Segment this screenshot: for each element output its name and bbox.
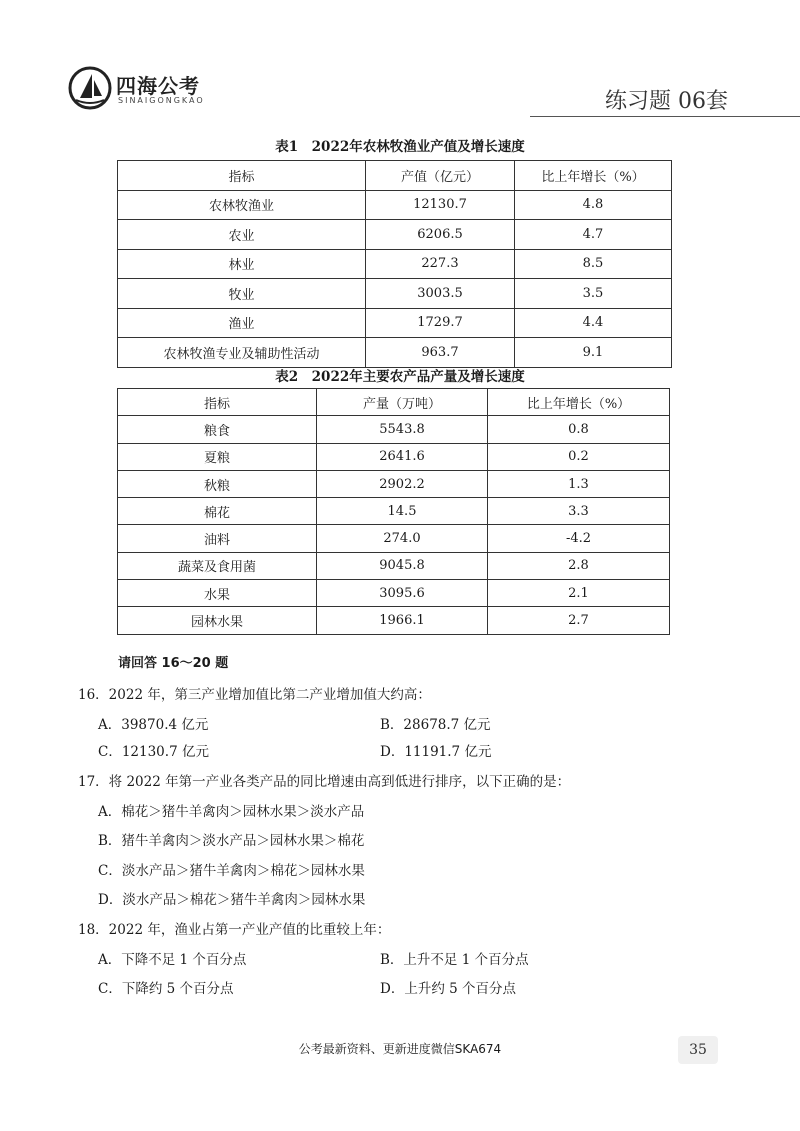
- table-row: [118, 416, 670, 443]
- page-number: 35: [678, 1036, 718, 1064]
- table-cell: -4.2: [488, 525, 670, 552]
- question-16-option-d[interactable]: D．11191.7 亿元: [380, 744, 492, 760]
- table-row: [118, 552, 670, 579]
- table1: [117, 160, 672, 368]
- question-17-option-c[interactable]: C．淡水产品＞猪牛羊禽肉＞棉花＞园林水果: [98, 863, 365, 879]
- table-cell: 2902.2: [317, 470, 488, 497]
- table-cell: 秋粮: [118, 470, 317, 497]
- question-prompt: 请回答 16～20 题: [118, 656, 229, 671]
- table-cell: 农林牧渔专业及辅助性活动: [118, 338, 366, 368]
- table-row: [118, 308, 672, 338]
- question-16-option-b[interactable]: B．28678.7 亿元: [380, 717, 491, 733]
- table-cell: 5543.8: [317, 416, 488, 443]
- table-row: [118, 249, 672, 279]
- table-cell: 2.1: [488, 580, 670, 607]
- table-cell: 4.8: [515, 190, 672, 220]
- table-row: [118, 525, 670, 552]
- table2-title: 表2 2022年主要农产品产量及增长速度: [275, 369, 525, 385]
- header-divider: [530, 116, 800, 117]
- table2-header-cell: 指标: [118, 389, 317, 416]
- sailboat-logo-icon: [68, 66, 112, 110]
- question-18-option-c[interactable]: C．下降约 5 个百分点: [98, 981, 234, 997]
- table-cell: 9.1: [515, 338, 672, 368]
- table-cell: 3.3: [488, 498, 670, 525]
- table-row: [118, 190, 672, 220]
- question-17-option-a[interactable]: A．棉花＞猪牛羊禽肉＞园林水果＞淡水产品: [98, 804, 365, 820]
- table-row: [118, 443, 670, 470]
- table-row: [118, 580, 670, 607]
- table2-header-cell: 产量（万吨）: [317, 389, 488, 416]
- table-cell: 蔬菜及食用菌: [118, 552, 317, 579]
- table-cell: 227.3: [366, 249, 515, 279]
- table-cell: 3.5: [515, 279, 672, 309]
- table-cell: 14.5: [317, 498, 488, 525]
- question-17-option-d[interactable]: D．淡水产品＞棉花＞猪牛羊禽肉＞园林水果: [98, 892, 366, 908]
- table-cell: 农林牧渔业: [118, 190, 366, 220]
- table-cell: 8.5: [515, 249, 672, 279]
- footer-note: 公考最新资料、更新进度微信SKA674: [298, 1042, 502, 1056]
- table2-header-cell: 比上年增长（%）: [488, 389, 670, 416]
- question-18-option-d[interactable]: D．上升约 5 个百分点: [380, 981, 516, 997]
- brand-subtitle: SINAIGONGKAO: [118, 96, 205, 105]
- table-cell: 0.8: [488, 416, 670, 443]
- question-16-stem: 16．2022 年，第三产业增加值比第二产业增加值大约高：: [78, 687, 431, 703]
- question-18-option-a[interactable]: A．下降不足 1 个百分点: [98, 952, 247, 968]
- brand-name: 四海公考: [116, 74, 200, 98]
- table-cell: 3003.5: [366, 279, 515, 309]
- table-cell: 棉花: [118, 498, 317, 525]
- table-cell: 0.2: [488, 443, 670, 470]
- table2: [117, 388, 670, 635]
- table-row: [118, 279, 672, 309]
- table-cell: 农业: [118, 220, 366, 250]
- table1-title: 表1 2022年农林牧渔业产值及增长速度: [275, 139, 525, 155]
- table-cell: 园林水果: [118, 607, 317, 634]
- table-cell: 粮食: [118, 416, 317, 443]
- table-cell: 牧业: [118, 279, 366, 309]
- table1-header-cell: 比上年增长（%）: [515, 161, 672, 191]
- table1-header-cell: 指标: [118, 161, 366, 191]
- table-cell: 夏粮: [118, 443, 317, 470]
- table-cell: 渔业: [118, 308, 366, 338]
- table-cell: 2.7: [488, 607, 670, 634]
- table1-header-row: [118, 161, 672, 191]
- question-16-option-a[interactable]: A．39870.4 亿元: [98, 717, 209, 733]
- table-cell: 油料: [118, 525, 317, 552]
- table-cell: 3095.6: [317, 580, 488, 607]
- table-row: [118, 498, 670, 525]
- question-17-option-b[interactable]: B．猪牛羊禽肉＞淡水产品＞园林水果＞棉花: [98, 833, 365, 849]
- question-18-stem: 18．2022 年，渔业占第一产业产值的比重较上年：: [78, 922, 391, 938]
- table-row: [118, 607, 670, 634]
- table-row: [118, 338, 672, 368]
- table-row: [118, 470, 670, 497]
- table-cell: 2.8: [488, 552, 670, 579]
- table-cell: 林业: [118, 249, 366, 279]
- table1-header-cell: 产值（亿元）: [366, 161, 515, 191]
- table-cell: 9045.8: [317, 552, 488, 579]
- exercise-set-label: 练习题 06套: [605, 89, 728, 114]
- table-cell: 1729.7: [366, 308, 515, 338]
- table-cell: 水果: [118, 580, 317, 607]
- table-cell: 4.7: [515, 220, 672, 250]
- brand-logo: [68, 66, 268, 122]
- table-cell: 2641.6: [317, 443, 488, 470]
- table-cell: 274.0: [317, 525, 488, 552]
- question-17-stem: 17．将 2022 年第一产业各类产品的同比增速由高到低进行排序，以下正确的是：: [78, 774, 571, 790]
- table-cell: 1.3: [488, 470, 670, 497]
- page-header: [0, 0, 800, 120]
- table2-header-row: [118, 389, 670, 416]
- question-18-option-b[interactable]: B．上升不足 1 个百分点: [380, 952, 529, 968]
- table-row: [118, 220, 672, 250]
- table-cell: 4.4: [515, 308, 672, 338]
- table-cell: 6206.5: [366, 220, 515, 250]
- table-cell: 963.7: [366, 338, 515, 368]
- question-16-option-c[interactable]: C．12130.7 亿元: [98, 744, 209, 760]
- table-cell: 1966.1: [317, 607, 488, 634]
- table-cell: 12130.7: [366, 190, 515, 220]
